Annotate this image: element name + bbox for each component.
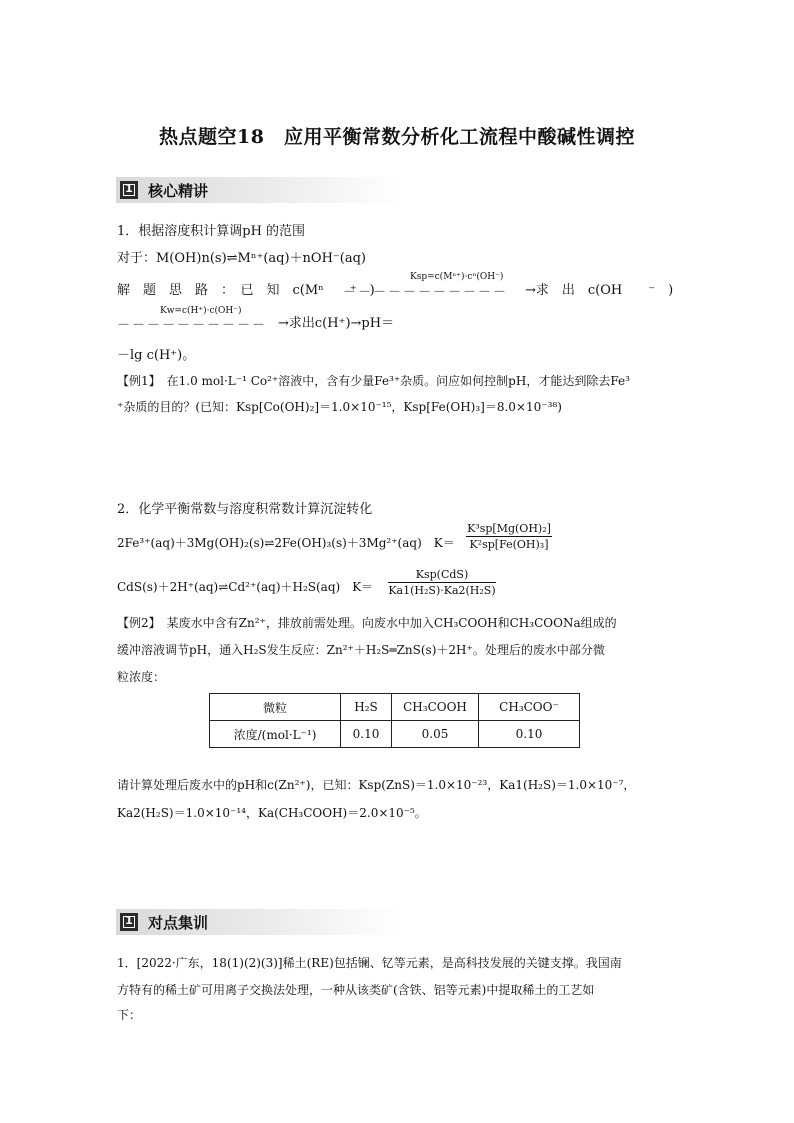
point-1-reaction: 对于：M(OH)n(s)⇌Mⁿ⁺(aq)＋nOH⁻(aq) [117,251,366,266]
concentration-table [209,693,580,748]
section-number-icon [120,913,138,931]
practice-1-line-1: 1．[2022·广东，18(1)(2)(3)]稀土(RE)包括镧、钇等元素，是高科技发展的关键支撑。我国南 [117,956,622,970]
equation-1: 2Fe³⁺(aq)＋3Mg(OH)₂(s)⇌2Fe(OH)₃(s)＋3Mg²⁺(aq) K＝ [117,536,455,550]
example-2-line-1: 【例2】 某废水中含有Zn²⁺，排放前需处理。向废水中加入CH₃COOH和CH₃COONa组成的 [117,616,617,630]
fraction-bar [466,536,552,537]
section-number: 1 [125,182,133,195]
example-2-line-3: 粒浓度： [117,670,166,684]
section-number: 1 [125,914,133,927]
section-header-core [116,177,401,203]
table-header-cell: H₂S [341,694,392,721]
example-1-line-1: 【例1】 在1.0 mol·L⁻¹ Co²⁺溶液中，含有少量Fe³⁺杂质。问应如何控制pH，才能达到除去Fe³ [117,374,630,388]
practice-1-line-2: 方特有的稀土矿可用离子交换法处理，一种从该类矿(含铁、铝等元素)中提取稀土的工艺如 [117,983,595,997]
table-header-cell: 微粒 [210,694,341,721]
example-1-line-2: ⁺杂质的目的？(已知：Ksp[Co(OH)₂]＝1.0×10⁻¹⁵，Ksp[Fe(OH)₃]＝8.0×10⁻³⁸) [117,400,562,414]
table-row [210,721,580,748]
page-title: 热点题空18 应用平衡常数分析化工流程中酸碱性调控 [159,126,635,148]
solution-idea-ph: →求出c(H⁺)→pH＝ [278,316,395,331]
question-line-2: Ka2(H₂S)＝1.0×10⁻¹⁴，Ka(CH₃COOH)＝2.0×10⁻⁵。 [117,806,427,820]
equation-2-fraction [388,568,496,597]
ksp-arrow-label: Ksp=c(Mⁿ⁺)·cⁿ(OH⁻) [410,272,504,282]
section-title: 核心精讲 [148,182,209,200]
arrow-dashes: －－－－－－－－－－－ [343,285,509,300]
equation-1-numerator: K³sp[Mg(OH)₂] [467,522,551,535]
practice-1-line-3: 下： [117,1008,142,1022]
kw-arrow-label: Kw=c(H⁺)·c(OH⁻) [160,306,242,316]
table-cell: 0.10 [341,721,392,748]
table-cell: 0.10 [479,721,580,748]
section-number-icon [120,181,138,199]
table-cell: 0.05 [392,721,479,748]
arrow-dashes: －－－－－－－－－－ [117,318,268,333]
table-header-row [210,694,580,721]
point-2-title: 2．化学平衡常数与溶度积常数计算沉淀转化 [117,502,373,517]
question-line-1: 请计算处理后废水中的pH和c(Zn²⁺)，已知：Ksp(ZnS)＝1.0×10⁻²³，Ka1(H₂S)＝1.0×10⁻⁷， [117,778,636,792]
equation-1-fraction [466,522,552,551]
section-header-practice [116,909,401,935]
solution-idea-oh: →求 出 c(OH ⁻ ) [525,283,674,298]
equation-2-denominator: Ka1(H₂S)·Ka2(H₂S) [388,584,496,597]
solution-idea-start: 解 题 思 路 ： 已 知 c(Mⁿ ⁺ ) [117,283,375,298]
fraction-bar [388,582,496,583]
equation-2: CdS(s)＋2H⁺(aq)⇌Cd²⁺(aq)＋H₂S(aq) K＝ [117,580,374,594]
table-cell: 浓度/(mol·L⁻¹) [210,721,341,748]
solution-idea-end: －lg c(H⁺)。 [117,348,196,363]
equation-2-numerator: Ksp(CdS) [415,568,469,581]
table-header-cell: CH₃COO⁻ [479,694,580,721]
example-2-line-2: 缓冲溶液调节pH，通入H₂S发生反应：Zn²⁺＋H₂S═ZnS(s)＋2H⁺。处理后的废水中部分微 [117,643,605,657]
equation-1-denominator: K²sp[Fe(OH)₃] [469,538,549,551]
section-title: 对点集训 [148,914,209,932]
point-1-title: 1．根据溶度积计算调pH 的范围 [117,224,306,239]
table-header-cell: CH₃COOH [392,694,479,721]
